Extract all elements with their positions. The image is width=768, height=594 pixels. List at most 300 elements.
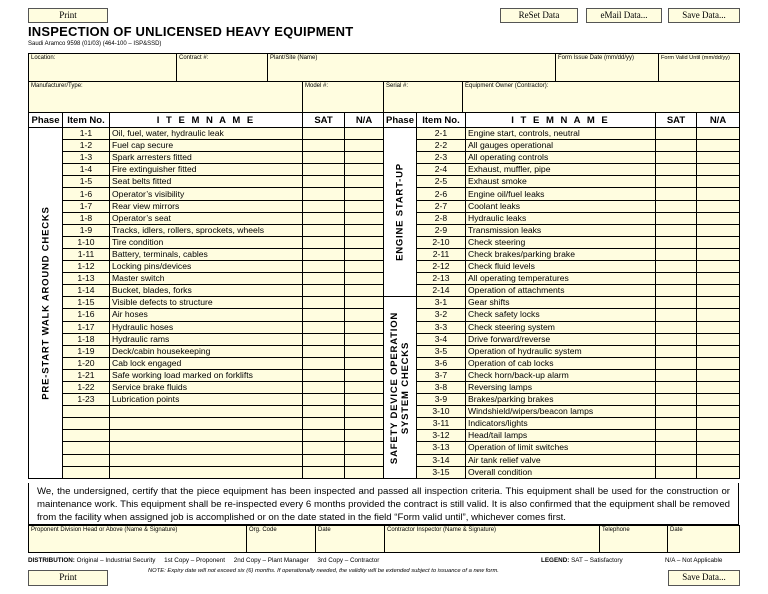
item-no-cell[interactable]: 1-13 bbox=[63, 273, 110, 285]
na-checkbox[interactable] bbox=[345, 454, 384, 466]
item-no-cell[interactable]: 3-2 bbox=[417, 309, 466, 321]
sat-checkbox[interactable] bbox=[303, 418, 345, 430]
save-data-button-top[interactable]: Save Data... bbox=[668, 8, 740, 23]
certification-statement: We, the undersigned, certify that the piece equipment has been inspected and passed all inspection criteria. This equipment shall be used for the construction or maintenance work. This equipment shall be re-inspected every 6 months provided the contract is still valid. It is also confirmed that the equipment shall be removed from the facility when assigned job is accomplished or on the date stated in the field “Form valid until”, whichever comes first. bbox=[28, 483, 739, 525]
item-no-cell[interactable]: 3-5 bbox=[417, 345, 466, 357]
item-name-cell[interactable]: Battery, terminals, cables bbox=[110, 248, 303, 260]
sat-checkbox[interactable] bbox=[303, 430, 345, 442]
na-checkbox[interactable] bbox=[697, 261, 740, 273]
item-name-cell[interactable]: Service brake fluids bbox=[110, 381, 303, 393]
item-name-cell[interactable]: Check horn/back-up alarm bbox=[466, 369, 656, 381]
na-checkbox[interactable] bbox=[697, 333, 740, 345]
na-checkbox[interactable] bbox=[697, 430, 740, 442]
item-name-cell[interactable]: Exhaust, muffler, pipe bbox=[466, 164, 656, 176]
item-no-cell[interactable]: 2-2 bbox=[417, 140, 466, 152]
item-name-cell[interactable]: Operation of limit switches bbox=[466, 442, 656, 454]
item-name-cell[interactable]: Hydraulic rams bbox=[110, 333, 303, 345]
item-no-header-right: Item No. bbox=[417, 113, 466, 128]
na-checkbox[interactable] bbox=[697, 285, 740, 297]
sat-checkbox[interactable] bbox=[656, 418, 697, 430]
item-no-cell[interactable]: 1-2 bbox=[63, 140, 110, 152]
sat-checkbox[interactable] bbox=[303, 454, 345, 466]
item-name-cell[interactable] bbox=[110, 454, 303, 466]
item-name-cell[interactable]: Rear view mirrors bbox=[110, 200, 303, 212]
item-name-cell[interactable]: Check safety locks bbox=[466, 309, 656, 321]
item-no-header-left: Item No. bbox=[63, 113, 110, 128]
sat-checkbox[interactable] bbox=[303, 128, 345, 140]
na-checkbox[interactable] bbox=[697, 357, 740, 369]
na-checkbox[interactable] bbox=[345, 224, 384, 236]
table-row bbox=[29, 297, 740, 309]
phase-label-engine-start-up bbox=[395, 163, 406, 261]
na-checkbox[interactable] bbox=[697, 273, 740, 285]
contractor-date-field[interactable] bbox=[668, 526, 740, 553]
na-checkbox[interactable] bbox=[697, 140, 740, 152]
item-no-cell[interactable]: 1-15 bbox=[63, 297, 110, 309]
item-name-cell[interactable]: Fire extinguisher fitted bbox=[110, 164, 303, 176]
item-name-cell[interactable]: Operator’s seat bbox=[110, 212, 303, 224]
sat-checkbox[interactable] bbox=[303, 140, 345, 152]
item-no-cell[interactable] bbox=[63, 406, 110, 418]
na-checkbox[interactable] bbox=[345, 369, 384, 381]
item-name-cell[interactable]: Seat belts fitted bbox=[110, 176, 303, 188]
manufacturer-field[interactable] bbox=[29, 82, 303, 113]
item-name-cell[interactable]: Brakes/parking brakes bbox=[466, 394, 656, 406]
sat-checkbox[interactable] bbox=[656, 248, 697, 260]
item-name-cell[interactable] bbox=[110, 418, 303, 430]
na-checkbox[interactable] bbox=[345, 273, 384, 285]
distribution-label: DISTRIBUTION: bbox=[28, 557, 75, 564]
distribution-text: Original – Industrial Security 1st Copy – Proponent 2nd Copy – Plant Manager 3rd Copy – Contractor bbox=[76, 557, 380, 564]
sat-checkbox[interactable] bbox=[303, 273, 345, 285]
na-checkbox[interactable] bbox=[697, 381, 740, 393]
item-name-cell[interactable] bbox=[110, 430, 303, 442]
phase-label-safety-device bbox=[389, 311, 411, 463]
item-name-cell[interactable]: Visible defects to structure bbox=[110, 297, 303, 309]
equipment-owner-label: Equipment Owner (Contractor): bbox=[465, 83, 549, 89]
na-checkbox[interactable] bbox=[697, 176, 740, 188]
model-label: Model #: bbox=[305, 83, 329, 89]
item-no-cell[interactable]: 2-6 bbox=[417, 188, 466, 200]
item-no-cell[interactable]: 1-14 bbox=[63, 285, 110, 297]
item-no-cell[interactable]: 1-12 bbox=[63, 261, 110, 273]
na-checkbox[interactable] bbox=[345, 152, 384, 164]
na-checkbox[interactable] bbox=[345, 188, 384, 200]
item-no-cell[interactable]: 1-8 bbox=[63, 212, 110, 224]
phase-cell-pre-start bbox=[29, 128, 63, 479]
item-no-cell[interactable] bbox=[63, 466, 110, 478]
na-checkbox[interactable] bbox=[345, 418, 384, 430]
na-checkbox[interactable] bbox=[697, 345, 740, 357]
na-checkbox[interactable] bbox=[345, 394, 384, 406]
na-checkbox[interactable] bbox=[345, 357, 384, 369]
na-checkbox[interactable] bbox=[697, 309, 740, 321]
print-button-top[interactable]: Print bbox=[28, 8, 108, 23]
item-no-cell[interactable]: 3-8 bbox=[417, 381, 466, 393]
sat-checkbox[interactable] bbox=[656, 261, 697, 273]
sat-checkbox[interactable] bbox=[303, 369, 345, 381]
na-checkbox[interactable] bbox=[345, 297, 384, 309]
sat-checkbox[interactable] bbox=[656, 176, 697, 188]
na-checkbox[interactable] bbox=[697, 369, 740, 381]
sat-checkbox[interactable] bbox=[656, 466, 697, 478]
na-checkbox[interactable] bbox=[697, 321, 740, 333]
item-no-cell[interactable]: 2-5 bbox=[417, 176, 466, 188]
na-checkbox[interactable] bbox=[345, 430, 384, 442]
sat-checkbox[interactable] bbox=[656, 321, 697, 333]
legend bbox=[541, 557, 623, 564]
sat-checkbox[interactable] bbox=[303, 212, 345, 224]
na-checkbox[interactable] bbox=[345, 164, 384, 176]
na-checkbox[interactable] bbox=[345, 236, 384, 248]
item-no-cell[interactable]: 2-1 bbox=[417, 128, 466, 140]
contractor-label: Contractor Inspector (Name & Signature) bbox=[387, 527, 497, 533]
item-name-cell[interactable]: Check steering system bbox=[466, 321, 656, 333]
na-checkbox[interactable] bbox=[345, 442, 384, 454]
na-checkbox[interactable] bbox=[697, 128, 740, 140]
item-no-cell[interactable]: 2-10 bbox=[417, 236, 466, 248]
item-name-cell[interactable]: Indicators/lights bbox=[466, 418, 656, 430]
item-no-cell[interactable]: 3-14 bbox=[417, 454, 466, 466]
item-name-cell[interactable]: Fuel cap secure bbox=[110, 140, 303, 152]
sat-checkbox[interactable] bbox=[656, 381, 697, 393]
na-checkbox[interactable] bbox=[697, 188, 740, 200]
item-name-cell[interactable]: Engine oil/fuel leaks bbox=[466, 188, 656, 200]
telephone-field[interactable] bbox=[600, 526, 668, 553]
item-name-cell[interactable]: Air tank relief valve bbox=[466, 454, 656, 466]
sat-checkbox[interactable] bbox=[303, 381, 345, 393]
sat-checkbox[interactable] bbox=[656, 152, 697, 164]
item-no-cell[interactable] bbox=[63, 418, 110, 430]
item-no-cell[interactable] bbox=[63, 454, 110, 466]
item-no-cell[interactable]: 3-7 bbox=[417, 369, 466, 381]
sat-checkbox[interactable] bbox=[656, 309, 697, 321]
na-checkbox[interactable] bbox=[697, 442, 740, 454]
sat-checkbox[interactable] bbox=[303, 321, 345, 333]
item-name-cell[interactable]: Head/tail lamps bbox=[466, 430, 656, 442]
sat-checkbox[interactable] bbox=[656, 369, 697, 381]
na-checkbox[interactable] bbox=[697, 248, 740, 260]
item-name-cell[interactable]: Coolant leaks bbox=[466, 200, 656, 212]
proponent-signature-field[interactable] bbox=[29, 526, 247, 553]
item-name-cell[interactable]: Reversing lamps bbox=[466, 381, 656, 393]
sat-checkbox[interactable] bbox=[303, 152, 345, 164]
item-name-cell[interactable]: Exhaust smoke bbox=[466, 176, 656, 188]
form-subtitle: Saudi Aramco 9598 (01/03) (464-100 – ISP&SSD) bbox=[28, 41, 162, 47]
location-field[interactable] bbox=[29, 54, 177, 82]
item-no-cell[interactable]: 3-1 bbox=[417, 297, 466, 309]
proponent-date-field[interactable] bbox=[316, 526, 385, 553]
na-checkbox[interactable] bbox=[345, 345, 384, 357]
item-no-cell[interactable]: 1-17 bbox=[63, 321, 110, 333]
org-code-label: Org. Code bbox=[249, 527, 277, 533]
phase-label-safety-device-line-1: SAFETY DEVICE OPERATION bbox=[389, 311, 400, 464]
item-no-cell[interactable] bbox=[63, 430, 110, 442]
item-no-cell[interactable]: 3-13 bbox=[417, 442, 466, 454]
na-checkbox[interactable] bbox=[697, 466, 740, 478]
item-no-cell[interactable]: 3-6 bbox=[417, 357, 466, 369]
sat-checkbox[interactable] bbox=[656, 224, 697, 236]
sat-checkbox[interactable] bbox=[656, 345, 697, 357]
item-name-cell[interactable]: Engine start, controls, neutral bbox=[466, 128, 656, 140]
item-no-cell[interactable]: 1-16 bbox=[63, 309, 110, 321]
na-checkbox[interactable] bbox=[697, 406, 740, 418]
sat-header-right: SAT bbox=[656, 113, 697, 128]
item-name-cell[interactable]: Operation of cab locks bbox=[466, 357, 656, 369]
expiry-note: NOTE: Expiry date will not exceed six (6) months. If operationally needed, the validity will be extended subject to issuance of a new form. bbox=[148, 568, 499, 574]
item-name-cell[interactable]: All gauges operational bbox=[466, 140, 656, 152]
org-code-field[interactable] bbox=[247, 526, 316, 553]
legend-sat: SAT – Satisfactory bbox=[571, 557, 623, 564]
item-no-cell[interactable]: 2-11 bbox=[417, 248, 466, 260]
item-no-cell[interactable]: 3-3 bbox=[417, 321, 466, 333]
form-issue-date-field[interactable] bbox=[556, 54, 659, 82]
phase-header-right: Phase bbox=[384, 113, 417, 128]
item-name-cell[interactable]: Deck/cabin housekeeping bbox=[110, 345, 303, 357]
date-label-1: Date bbox=[318, 527, 331, 533]
sat-checkbox[interactable] bbox=[303, 297, 345, 309]
sat-checkbox[interactable] bbox=[303, 236, 345, 248]
item-name-cell[interactable] bbox=[110, 442, 303, 454]
item-no-cell[interactable]: 3-12 bbox=[417, 430, 466, 442]
phase-label-pre-start-line-1: PRE-START WALK AROUND CHECKS bbox=[40, 206, 51, 400]
na-checkbox[interactable] bbox=[697, 200, 740, 212]
distribution-line bbox=[28, 557, 739, 564]
phase-header-left: Phase bbox=[29, 113, 63, 128]
item-name-cell[interactable]: Drive forward/reverse bbox=[466, 333, 656, 345]
item-name-cell[interactable]: Tire condition bbox=[110, 236, 303, 248]
header-fields-row-2 bbox=[28, 81, 740, 113]
na-checkbox[interactable] bbox=[345, 248, 384, 260]
na-checkbox[interactable] bbox=[345, 261, 384, 273]
na-header-right: N/A bbox=[697, 113, 740, 128]
legend-label: LEGEND: bbox=[541, 557, 570, 564]
item-name-cell[interactable]: Operator’s visibility bbox=[110, 188, 303, 200]
item-name-cell[interactable]: Oil, fuel, water, hydraulic leak bbox=[110, 128, 303, 140]
item-no-cell[interactable]: 1-1 bbox=[63, 128, 110, 140]
sat-header-left: SAT bbox=[303, 113, 345, 128]
sat-checkbox[interactable] bbox=[656, 406, 697, 418]
item-name-cell[interactable]: Spark arresters fitted bbox=[110, 152, 303, 164]
item-no-cell[interactable]: 1-4 bbox=[63, 164, 110, 176]
item-name-cell[interactable]: Master switch bbox=[110, 273, 303, 285]
proponent-label: Proponent Division Head or Above (Name & Signature) bbox=[31, 527, 178, 533]
location-label: Location: bbox=[31, 55, 56, 61]
sat-checkbox[interactable] bbox=[303, 406, 345, 418]
item-name-cell[interactable]: Locking pins/devices bbox=[110, 261, 303, 273]
print-button-bottom[interactable]: Print bbox=[28, 570, 108, 586]
phase-label-pre-start bbox=[40, 206, 51, 399]
sat-checkbox[interactable] bbox=[303, 285, 345, 297]
item-no-cell[interactable] bbox=[63, 442, 110, 454]
plant-site-label: Plant/Site (Name) bbox=[270, 55, 318, 61]
item-name-cell[interactable]: Windshield/wipers/beacon lamps bbox=[466, 406, 656, 418]
na-checkbox[interactable] bbox=[345, 466, 384, 478]
item-no-cell[interactable]: 1-11 bbox=[63, 248, 110, 260]
header-fields-row-1 bbox=[28, 53, 740, 82]
telephone-label: Telephone bbox=[602, 527, 630, 533]
contract-field[interactable] bbox=[177, 54, 268, 82]
item-name-cell[interactable]: Check brakes/parking brake bbox=[466, 248, 656, 260]
contractor-signature-field[interactable] bbox=[385, 526, 600, 553]
sat-checkbox[interactable] bbox=[656, 454, 697, 466]
item-no-cell[interactable]: 2-12 bbox=[417, 261, 466, 273]
form-valid-until-field[interactable] bbox=[659, 54, 740, 82]
items-header-row bbox=[29, 113, 740, 128]
item-no-cell[interactable]: 1-20 bbox=[63, 357, 110, 369]
sat-checkbox[interactable] bbox=[303, 357, 345, 369]
na-checkbox[interactable] bbox=[697, 418, 740, 430]
item-name-cell[interactable]: Bucket, blades, forks bbox=[110, 285, 303, 297]
item-no-cell[interactable]: 1-5 bbox=[63, 176, 110, 188]
item-name-cell[interactable]: Check fluid levels bbox=[466, 261, 656, 273]
form-issue-date-label: Form Issue Date (mm/dd/yy) bbox=[558, 55, 635, 61]
item-name-cell[interactable]: Safe working load marked on forklifts bbox=[110, 369, 303, 381]
serial-field[interactable] bbox=[384, 82, 463, 113]
sat-checkbox[interactable] bbox=[303, 188, 345, 200]
sat-checkbox[interactable] bbox=[303, 345, 345, 357]
na-checkbox[interactable] bbox=[697, 236, 740, 248]
item-no-cell[interactable]: 2-7 bbox=[417, 200, 466, 212]
na-checkbox[interactable] bbox=[345, 212, 384, 224]
item-name-cell[interactable]: Operation of attachments bbox=[466, 285, 656, 297]
item-no-cell[interactable]: 3-9 bbox=[417, 394, 466, 406]
na-checkbox[interactable] bbox=[345, 381, 384, 393]
item-no-cell[interactable]: 1-3 bbox=[63, 152, 110, 164]
na-checkbox[interactable] bbox=[697, 152, 740, 164]
sat-checkbox[interactable] bbox=[303, 224, 345, 236]
sat-checkbox[interactable] bbox=[656, 273, 697, 285]
sat-checkbox[interactable] bbox=[656, 188, 697, 200]
item-no-cell[interactable]: 1-6 bbox=[63, 188, 110, 200]
na-checkbox[interactable] bbox=[345, 309, 384, 321]
item-name-header-right: I T E M N A M E bbox=[466, 113, 656, 128]
na-checkbox[interactable] bbox=[345, 333, 384, 345]
item-name-cell[interactable]: Hydraulic hoses bbox=[110, 321, 303, 333]
item-name-cell[interactable]: Check steering bbox=[466, 236, 656, 248]
item-name-cell[interactable] bbox=[110, 466, 303, 478]
na-checkbox[interactable] bbox=[697, 297, 740, 309]
item-name-cell[interactable]: Tracks, idlers, rollers, sprockets, wheels bbox=[110, 224, 303, 236]
sat-checkbox[interactable] bbox=[656, 164, 697, 176]
sat-checkbox[interactable] bbox=[656, 394, 697, 406]
sat-checkbox[interactable] bbox=[656, 285, 697, 297]
item-no-cell[interactable]: 1-7 bbox=[63, 200, 110, 212]
item-name-cell[interactable]: Operation of hydraulic system bbox=[466, 345, 656, 357]
sat-checkbox[interactable] bbox=[303, 261, 345, 273]
inspection-items-table bbox=[28, 112, 740, 479]
sat-checkbox[interactable] bbox=[303, 394, 345, 406]
phase-label-engine-start-up-line-1: ENGINE START-UP bbox=[394, 163, 406, 262]
item-name-cell[interactable]: Overall condition bbox=[466, 466, 656, 478]
form-valid-until-label: Form Valid Until (mm/dd/yy) bbox=[661, 55, 730, 61]
item-name-cell[interactable]: Hydraulic leaks bbox=[466, 212, 656, 224]
sat-checkbox[interactable] bbox=[303, 248, 345, 260]
item-name-cell[interactable] bbox=[110, 406, 303, 418]
na-checkbox[interactable] bbox=[345, 200, 384, 212]
sat-checkbox[interactable] bbox=[303, 164, 345, 176]
sat-checkbox[interactable] bbox=[656, 357, 697, 369]
item-no-cell[interactable]: 3-4 bbox=[417, 333, 466, 345]
date-label-2: Date bbox=[670, 527, 683, 533]
na-checkbox[interactable] bbox=[345, 285, 384, 297]
equipment-owner-field[interactable] bbox=[463, 82, 740, 113]
form-title: INSPECTION OF UNLICENSED HEAVY EQUIPMENT bbox=[28, 24, 354, 39]
sat-checkbox[interactable] bbox=[656, 128, 697, 140]
na-checkbox[interactable] bbox=[345, 176, 384, 188]
plant-site-field[interactable] bbox=[268, 54, 556, 82]
item-no-cell[interactable]: 3-10 bbox=[417, 406, 466, 418]
sat-checkbox[interactable] bbox=[656, 236, 697, 248]
item-name-cell[interactable]: All operating temperatures bbox=[466, 273, 656, 285]
signature-row bbox=[28, 525, 740, 553]
email-data-button[interactable]: eMail Data... bbox=[586, 8, 662, 23]
model-field[interactable] bbox=[303, 82, 384, 113]
na-checkbox[interactable] bbox=[697, 454, 740, 466]
item-no-cell[interactable]: 1-9 bbox=[63, 224, 110, 236]
item-name-cell[interactable]: Air hoses bbox=[110, 309, 303, 321]
item-no-cell[interactable]: 3-15 bbox=[417, 466, 466, 478]
sat-checkbox[interactable] bbox=[656, 442, 697, 454]
item-no-cell[interactable]: 2-14 bbox=[417, 285, 466, 297]
serial-label: Serial #: bbox=[386, 83, 409, 89]
sat-checkbox[interactable] bbox=[303, 176, 345, 188]
sat-checkbox[interactable] bbox=[303, 442, 345, 454]
item-no-cell[interactable]: 1-21 bbox=[63, 369, 110, 381]
na-checkbox[interactable] bbox=[697, 224, 740, 236]
sat-checkbox[interactable] bbox=[656, 333, 697, 345]
item-no-cell[interactable]: 3-11 bbox=[417, 418, 466, 430]
sat-checkbox[interactable] bbox=[656, 212, 697, 224]
na-checkbox[interactable] bbox=[697, 212, 740, 224]
item-no-cell[interactable]: 1-18 bbox=[63, 333, 110, 345]
sat-checkbox[interactable] bbox=[303, 466, 345, 478]
item-name-cell[interactable]: Gear shifts bbox=[466, 297, 656, 309]
item-no-cell[interactable]: 2-13 bbox=[417, 273, 466, 285]
item-no-cell[interactable]: 2-9 bbox=[417, 224, 466, 236]
phase-cell-engine-start-up bbox=[384, 128, 417, 297]
sat-checkbox[interactable] bbox=[656, 200, 697, 212]
sat-checkbox[interactable] bbox=[303, 309, 345, 321]
item-no-cell[interactable]: 1-19 bbox=[63, 345, 110, 357]
sat-checkbox[interactable] bbox=[656, 297, 697, 309]
sat-checkbox[interactable] bbox=[303, 200, 345, 212]
item-name-cell[interactable]: All operating controls bbox=[466, 152, 656, 164]
sat-checkbox[interactable] bbox=[303, 333, 345, 345]
manufacturer-label: Manufacturer/Type: bbox=[31, 83, 83, 89]
sat-checkbox[interactable] bbox=[656, 430, 697, 442]
save-data-button-bottom[interactable]: Save Data... bbox=[668, 570, 740, 586]
item-name-cell[interactable]: Lubrication points bbox=[110, 394, 303, 406]
item-no-cell[interactable]: 1-22 bbox=[63, 381, 110, 393]
na-checkbox[interactable] bbox=[345, 406, 384, 418]
item-no-cell[interactable]: 1-10 bbox=[63, 236, 110, 248]
na-checkbox[interactable] bbox=[345, 128, 384, 140]
item-name-cell[interactable]: Cab lock engaged bbox=[110, 357, 303, 369]
item-no-cell[interactable]: 2-8 bbox=[417, 212, 466, 224]
item-no-cell[interactable]: 2-4 bbox=[417, 164, 466, 176]
sat-checkbox[interactable] bbox=[656, 140, 697, 152]
item-name-cell[interactable]: Transmission leaks bbox=[466, 224, 656, 236]
na-checkbox[interactable] bbox=[697, 394, 740, 406]
item-no-cell[interactable]: 1-23 bbox=[63, 394, 110, 406]
item-name-header-left: I T E M N A M E bbox=[110, 113, 303, 128]
item-no-cell[interactable]: 2-3 bbox=[417, 152, 466, 164]
na-checkbox[interactable] bbox=[345, 321, 384, 333]
na-checkbox[interactable] bbox=[697, 164, 740, 176]
reset-data-button[interactable]: ReSet Data bbox=[500, 8, 578, 23]
na-checkbox[interactable] bbox=[345, 140, 384, 152]
